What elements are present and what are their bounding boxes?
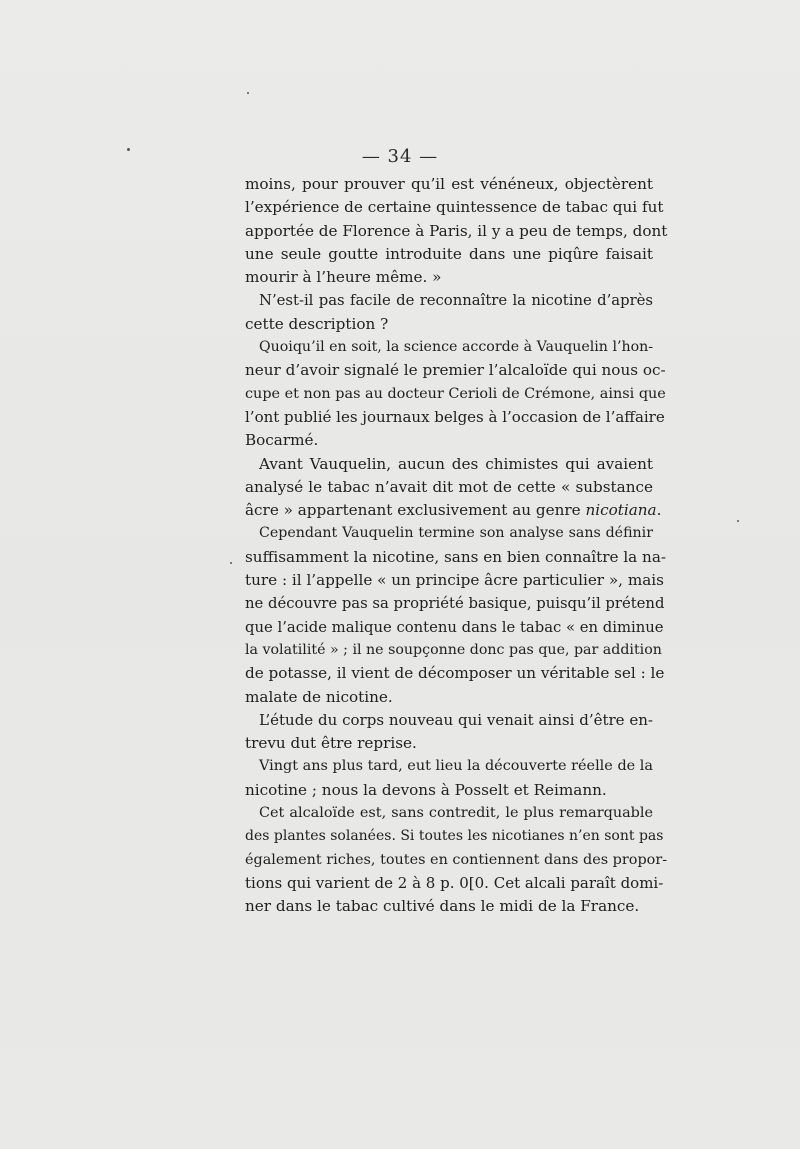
text-line: une seule goutte introduite dans une piqûre faisait (245, 244, 653, 263)
text-line: la volatilité » ; il ne soupçonne donc pas que, par addition (245, 641, 662, 658)
text-line: neur d’avoir signalé le premier l’alcaloïde qui nous oc- (245, 361, 666, 380)
text-line: apportée de Florence à Paris, il y a peu de temps, dont (245, 221, 668, 240)
text-line: trevu dut être reprise. (245, 734, 417, 753)
text-line: Avant Vauquelin, aucun des chimistes qui avaient (259, 454, 653, 473)
text-line: analysé le tabac n’avait dit mot de cette « substance (245, 477, 653, 496)
text-line: l’ont publié les journaux belges à l’occasion de l’affaire (245, 407, 665, 426)
text-line: Bocarmé. (245, 431, 319, 450)
text-line: Vingt ans plus tard, eut lieu la découverte réelle de la (259, 758, 653, 775)
text-line: ne découvre pas sa propriété basique, puisqu’il prétend (245, 595, 665, 613)
text-line: Cependant Vauquelin termine son analyse sans définir (259, 525, 653, 542)
dust-speck (247, 92, 249, 94)
text-line: suffisamment la nicotine, sans en bien connaître la na- (245, 547, 667, 566)
text-line: L’étude du corps nouveau qui venait ainsi d’être en- (259, 710, 653, 729)
text-line: que l’acide malique contenu dans le tabac « en diminue (245, 618, 664, 636)
text-line: cupe et non pas au docteur Cerioli de Crémone, ainsi que (245, 385, 666, 402)
text-line: de potasse, il vient de décomposer un véritable sel : le (245, 664, 665, 683)
text-line: ner dans le tabac cultivé dans le midi de la France. (245, 897, 640, 916)
text-line: ture : il l’appelle « un principe âcre particulier », mais (245, 571, 664, 590)
dust-speck (230, 562, 232, 564)
text-line: l’expérience de certaine quintessence de tabac qui fut (245, 198, 664, 217)
page-number: — 34 — (361, 146, 439, 167)
text-line: mourir à l’heure même. » (245, 268, 442, 287)
text-line: nicotine ; nous la devons à Posselt et Reimann. (245, 780, 607, 799)
text-line: cette description ? (245, 314, 389, 333)
text-line: Cet alcaloïde est, sans contredit, le plus remarquable (259, 805, 653, 822)
dust-speck (737, 520, 739, 522)
text-line: âcre » appartenant exclusivement au genre nicotiana. (245, 501, 662, 520)
text-line: moins, pour prouver qu’il est vénéneux, objectèrent (245, 175, 653, 193)
text-line: N’est-il pas facile de reconnaître la nicotine d’après (259, 292, 653, 310)
text-line: Quoiqu’il en soit, la science accorde à Vauquelin l’hon- (259, 339, 654, 356)
text-line: également riches, toutes en contiennent dans des propor- (245, 851, 668, 868)
text-line: tions qui varient de 2 à 8 p. 0[0. Cet alcali paraît domi- (245, 873, 664, 892)
text-line: malate de nicotine. (245, 687, 393, 706)
body-text (245, 173, 668, 919)
text-line: des plantes solanées. Si toutes les nicotianes n’en sont pas (245, 828, 664, 845)
